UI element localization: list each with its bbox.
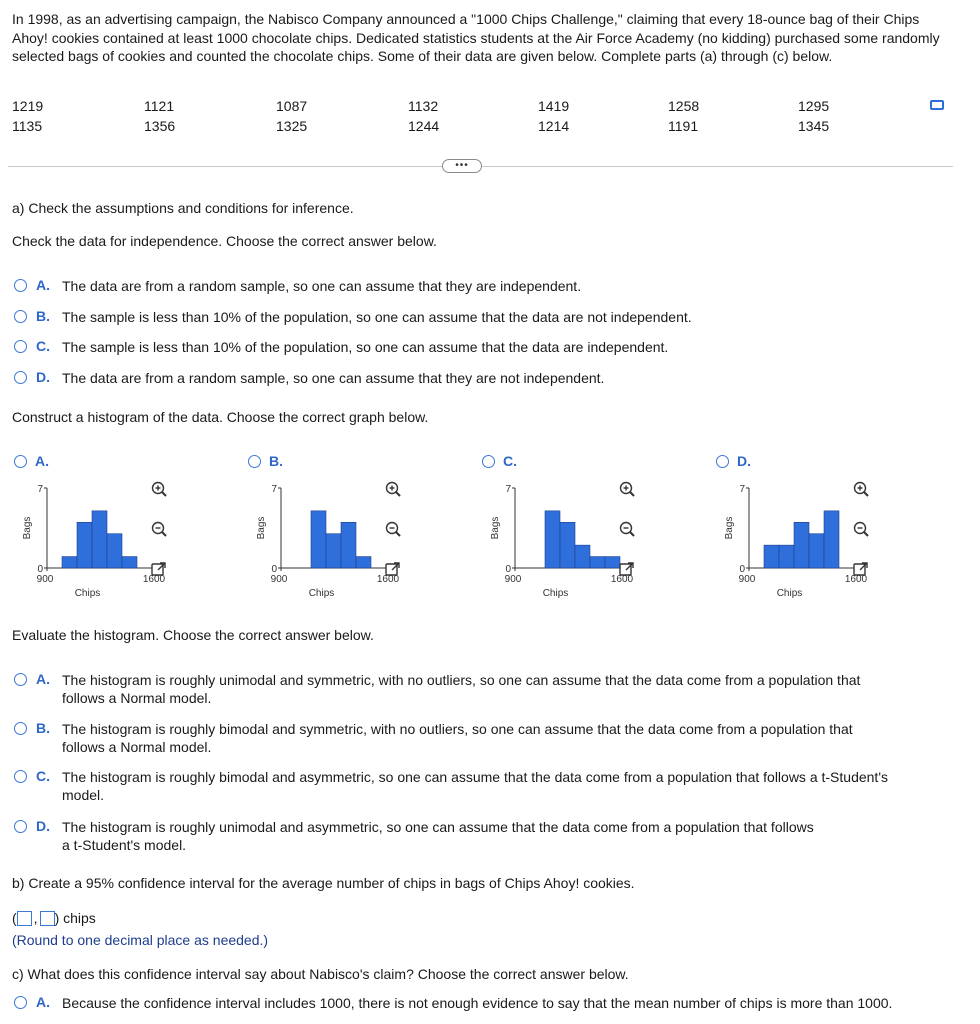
y-tick-label: 0	[37, 564, 43, 575]
x-axis-label: Chips	[74, 588, 101, 599]
histogram-c	[490, 482, 634, 602]
histogram-bar	[794, 522, 809, 568]
part-a-heading: a) Check the assumptions and conditions for inference.	[12, 200, 354, 216]
radio-button[interactable]	[248, 455, 261, 468]
x-axis-label: Chips	[308, 588, 335, 599]
histogram-bar	[122, 557, 137, 568]
option-letter: D.	[737, 453, 751, 469]
part-c-heading: c) What does this confidence interval say about Nabisco's claim? Choose the correct answer below.	[12, 966, 629, 982]
radio-button[interactable]	[482, 455, 495, 468]
option-text-line2: model.	[62, 787, 105, 803]
evaluate-option-c[interactable]	[14, 768, 888, 804]
zoom-in-icon[interactable]	[150, 480, 168, 498]
evaluate-option-b[interactable]	[14, 720, 853, 756]
option-letter: B.	[269, 453, 283, 469]
independence-option-d[interactable]	[14, 369, 604, 387]
x-tick-label: 900	[738, 574, 756, 585]
radio-button[interactable]	[14, 340, 27, 353]
x-axis-label: Chips	[542, 588, 569, 599]
histogram-bar	[545, 511, 560, 568]
data-cell: 1356	[144, 118, 176, 134]
radio-button[interactable]	[14, 455, 27, 468]
option-text: The data are from a random sample, so one can assume that they are not independent.	[62, 370, 605, 386]
option-text: The data are from a random sample, so one can assume that they are independent.	[62, 278, 582, 294]
radio-button[interactable]	[14, 722, 27, 735]
y-tick-label: 7	[739, 484, 745, 495]
histogram-bar	[590, 557, 605, 568]
zoom-in-icon[interactable]	[618, 480, 636, 498]
data-cell: 1244	[408, 118, 440, 134]
histogram-bar	[356, 557, 371, 568]
data-cell: 1132	[408, 98, 439, 114]
data-cell: 1295	[798, 98, 830, 114]
graph-option-c[interactable]	[482, 453, 517, 469]
x-tick-label: 900	[270, 574, 288, 585]
histogram-bar	[560, 522, 575, 568]
histogram-bar	[311, 511, 326, 568]
option-text: Because the confidence interval includes 1000, there is not enough evidence to say that the mean number of chips is more than 1000.	[62, 995, 893, 1011]
ci-lower-input[interactable]	[17, 911, 32, 926]
claim-option-a[interactable]	[14, 994, 892, 1012]
option-letter: A.	[35, 453, 49, 469]
part-b-heading: b) Create a 95% confidence interval for the average number of chips in bags of Chips Ahoy! cookies.	[12, 875, 635, 891]
option-text-line2: follows a Normal model.	[62, 739, 212, 755]
zoom-out-icon[interactable]	[384, 520, 402, 538]
graph-option-a[interactable]	[14, 453, 49, 469]
graph-option-d[interactable]	[716, 453, 751, 469]
radio-button[interactable]	[14, 770, 27, 783]
histogram-bar	[809, 534, 824, 568]
problem-intro: In 1998, as an advertising campaign, the Nabisco Company announced a "1000 Chips Challenge," claiming that every 18-ounce bag of their Chips Ahoy! cookies contained at least 1000 chocolate chips. Dedicated statistics students at the Air Force Academy (no kidding) purchased some randomly selected bags of cookies and counted the chocolate chips. Some of their data are given below. Complete parts (a) through (c) below.	[12, 11, 940, 64]
open-paren: (	[12, 910, 17, 926]
data-cell: 1214	[538, 118, 570, 134]
option-text: The sample is less than 10% of the population, so one can assume that the data are independent.	[62, 339, 669, 355]
option-letter: C.	[36, 338, 50, 354]
y-axis-label: Bags	[490, 516, 501, 540]
data-row-1	[0, 98, 900, 116]
radio-button[interactable]	[14, 673, 27, 686]
option-text-line1: The histogram is roughly unimodal and symmetric, with no outliers, so one can assume that the data come from a population that	[62, 672, 861, 688]
option-text-line1: The histogram is roughly unimodal and asymmetric, so one can assume that the data come from a population that follows	[62, 819, 814, 835]
x-tick-label: 1600	[844, 574, 868, 585]
ci-upper-input[interactable]	[40, 911, 55, 926]
radio-button[interactable]	[14, 310, 27, 323]
independence-option-b[interactable]	[14, 308, 692, 326]
histogram-bar	[92, 511, 107, 568]
histogram-bar	[764, 545, 779, 568]
x-tick-label: 1600	[142, 574, 166, 585]
y-tick-label: 0	[271, 564, 277, 575]
ci-answer-row	[12, 910, 96, 926]
option-text-line2: follows a Normal model.	[62, 690, 212, 706]
radio-button[interactable]	[14, 279, 27, 292]
evaluate-option-d[interactable]	[14, 818, 814, 854]
option-letter: C.	[503, 453, 517, 469]
y-tick-label: 0	[739, 564, 745, 575]
option-letter: B.	[36, 720, 50, 736]
histogram-bar	[62, 557, 77, 568]
x-tick-label: 1600	[376, 574, 400, 585]
option-letter: D.	[36, 818, 50, 834]
data-cell: 1191	[668, 118, 699, 134]
data-cell: 1219	[12, 98, 44, 114]
x-tick-label: 900	[36, 574, 54, 585]
x-axis-label: Chips	[776, 588, 803, 599]
option-letter: B.	[36, 308, 50, 324]
independence-prompt: Check the data for independence. Choose the correct answer below.	[12, 233, 437, 249]
histogram-a	[22, 482, 166, 602]
evaluate-prompt: Evaluate the histogram. Choose the correct answer below.	[12, 627, 374, 643]
data-copy-icon[interactable]	[930, 100, 944, 110]
external-link-icon[interactable]	[852, 560, 870, 578]
graph-option-b[interactable]	[248, 453, 283, 469]
zoom-out-icon[interactable]	[852, 520, 870, 538]
data-cell: 1325	[276, 118, 308, 134]
data-cell: 1087	[276, 98, 308, 114]
option-letter: A.	[36, 994, 50, 1010]
x-tick-label: 900	[504, 574, 522, 585]
radio-button[interactable]	[14, 996, 27, 1009]
data-cell: 1121	[144, 98, 175, 114]
y-axis-label: Bags	[22, 516, 33, 540]
more-button[interactable]: •••	[442, 159, 482, 173]
histogram-bar	[341, 522, 356, 568]
histogram-bar	[824, 511, 839, 568]
zoom-in-icon[interactable]	[852, 480, 870, 498]
histogram-b	[256, 482, 400, 602]
external-link-icon[interactable]	[618, 560, 636, 578]
evaluate-option-a[interactable]	[14, 671, 860, 707]
radio-button[interactable]	[716, 455, 729, 468]
histogram-bar	[575, 545, 590, 568]
y-tick-label: 7	[505, 484, 511, 495]
zoom-out-icon[interactable]	[150, 520, 168, 538]
data-cell: 1419	[538, 98, 570, 114]
data-cell: 1345	[798, 118, 830, 134]
x-tick-label: 1600	[610, 574, 634, 585]
y-axis-label: Bags	[256, 516, 267, 540]
y-tick-label: 0	[505, 564, 511, 575]
zoom-in-icon[interactable]	[384, 480, 402, 498]
option-letter: C.	[36, 768, 50, 784]
option-text-line2: a t-Student's model.	[62, 837, 187, 853]
radio-button[interactable]	[14, 820, 27, 833]
histogram-bar	[107, 534, 122, 568]
y-axis-label: Bags	[724, 516, 735, 540]
option-text-line1: The histogram is roughly bimodal and asymmetric, so one can assume that the data come from a population that follows a t-Student's	[62, 769, 888, 785]
zoom-out-icon[interactable]	[618, 520, 636, 538]
option-letter: A.	[36, 277, 50, 293]
histogram-bar	[779, 545, 794, 568]
radio-button[interactable]	[14, 371, 27, 384]
units-label: ) chips	[54, 910, 96, 926]
option-text: The sample is less than 10% of the population, so one can assume that the data are not independent.	[62, 309, 692, 325]
y-tick-label: 7	[271, 484, 277, 495]
independence-option-c[interactable]	[14, 338, 668, 356]
round-note: (Round to one decimal place as needed.)	[12, 932, 269, 948]
histogram-bar	[326, 534, 341, 568]
comma: ,	[33, 910, 38, 926]
independence-option-a[interactable]	[14, 277, 581, 295]
histogram-d	[724, 482, 868, 602]
data-row-2	[0, 118, 900, 136]
option-letter: A.	[36, 671, 50, 687]
external-link-icon[interactable]	[384, 560, 402, 578]
option-letter: D.	[36, 369, 50, 385]
external-link-icon[interactable]	[150, 560, 168, 578]
data-cell: 1258	[668, 98, 700, 114]
y-tick-label: 7	[37, 484, 43, 495]
option-text-line1: The histogram is roughly bimodal and symmetric, with no outliers, so one can assume that the data come from a population that	[62, 721, 853, 737]
histogram-prompt: Construct a histogram of the data. Choose the correct graph below.	[12, 409, 429, 425]
histogram-bar	[77, 522, 92, 568]
data-cell: 1135	[12, 118, 43, 134]
